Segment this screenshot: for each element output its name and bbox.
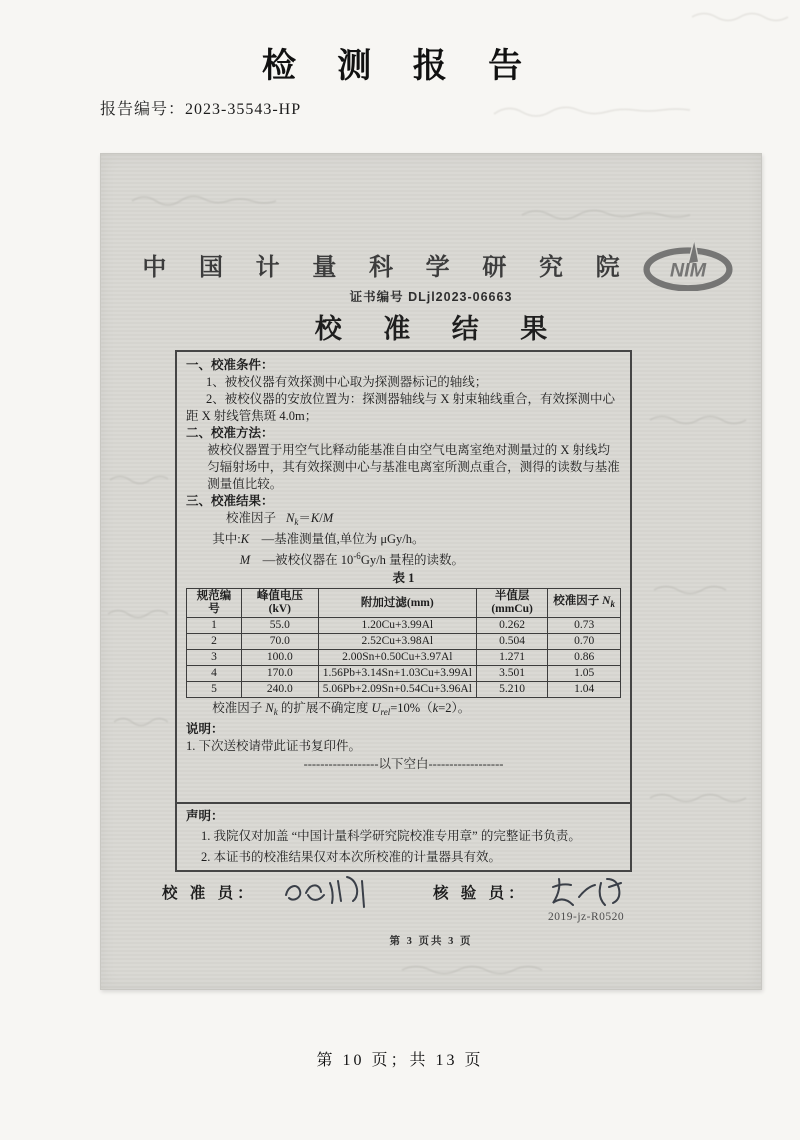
- uncertainty-line: [186, 700, 621, 721]
- report-number-label: 报告编号：: [100, 101, 186, 118]
- where-label: 其中:: [212, 532, 241, 546]
- statement-title: 声明：: [186, 809, 224, 823]
- table-row: [187, 618, 621, 634]
- cell: 3.501: [476, 666, 547, 682]
- cell: 2.00Sn+0.50Cu+3.97Al: [318, 650, 476, 666]
- cell: 5.210: [476, 682, 547, 698]
- calibrator-label: 校 准 员：: [162, 885, 257, 902]
- notes-item1: 1. 下次送校请带此证书复印件。: [186, 739, 362, 753]
- statement-item2: 2. 本证书的校准结果仅对本次所校准的计量器具有效。: [201, 850, 502, 864]
- uncertainty-U: U: [371, 701, 381, 715]
- cell: 1.20Cu+3.99Al: [318, 618, 476, 634]
- uncertainty-value: =10%（: [390, 701, 433, 715]
- col-header: 附加过滤(mm): [318, 589, 476, 618]
- formula-slash: /: [319, 511, 323, 525]
- cell: 3: [187, 650, 242, 666]
- page-title: 检 测 报 告: [261, 47, 539, 85]
- where-K: K: [240, 532, 250, 546]
- svg-text:NIM: NIM: [669, 259, 706, 282]
- cell: 0.70: [548, 634, 621, 650]
- bleed-mark: [652, 581, 748, 599]
- bleed-mark: [648, 411, 748, 429]
- cell: 0.86: [548, 650, 621, 666]
- bleed-mark: [520, 205, 710, 225]
- calibrator-signature: [278, 873, 388, 913]
- statement-section: [177, 802, 630, 870]
- section2-title: 二、校准方法：: [186, 426, 274, 440]
- cell: 55.0: [241, 618, 318, 634]
- formula-M: M: [322, 511, 334, 525]
- formula-equals: ＝: [298, 511, 311, 525]
- col-header: [548, 589, 621, 618]
- statement-item1: 1. 我院仅对加盖 “中国计量科学研究院校准专用章” 的完整证书负责。: [201, 829, 581, 843]
- cell: 170.0: [241, 666, 318, 682]
- uncertainty-label: 校准因子: [212, 701, 266, 715]
- cell: 0.262: [476, 618, 547, 634]
- col-header-N: N: [602, 595, 611, 607]
- cell: 2: [187, 634, 242, 650]
- notes-title: 说明：: [186, 722, 224, 736]
- cell: 240.0: [241, 682, 318, 698]
- formula-N-sub: k: [294, 517, 299, 527]
- formula-where-M: [186, 548, 621, 569]
- section1-item2: 2、被校仪器的安放位置为：探测器轴线与 X 射束轴线重合，有效探测中心距 X 射线管焦斑 4.0m；: [186, 392, 616, 423]
- uncertainty-k-value: =2）。: [438, 701, 471, 715]
- bleed-mark: [648, 789, 748, 807]
- col-header-text: 校准因子: [553, 595, 603, 607]
- bleed-mark: [690, 8, 790, 26]
- verifier-label: 核 验 员：: [433, 885, 528, 902]
- scanned-certificate-page: [100, 153, 762, 990]
- uncertainty-N: N: [265, 701, 274, 715]
- report-number: 2023-35543-HP: [185, 101, 302, 118]
- cell: 100.0: [241, 650, 318, 666]
- cell: 0.73: [548, 618, 621, 634]
- formula-where-K: [186, 531, 621, 548]
- cell: 1.271: [476, 650, 547, 666]
- nim-logo-icon: [643, 237, 733, 291]
- table-header-row: [187, 589, 621, 618]
- cell: 5: [187, 682, 242, 698]
- report-number-line: [100, 96, 301, 119]
- uncertainty-U-sub: rel: [380, 707, 391, 717]
- cell: 2.52Cu+3.98Al: [318, 634, 476, 650]
- calibration-result-title: 校 准 结 果: [314, 314, 565, 344]
- calibration-formula: [186, 510, 621, 531]
- col-header: 规范编号: [187, 589, 242, 618]
- signature-row: [100, 873, 762, 913]
- col-header: 半值层(mmCu): [476, 589, 547, 618]
- cell: 1.56Pb+3.14Sn+1.03Cu+3.99Al: [318, 666, 476, 682]
- section1-item1: 1、被校仪器有效探测中心取为探测器标记的轴线；: [206, 375, 488, 389]
- formula-label: 校准因子: [226, 511, 277, 525]
- outer-page-number: 第 10 页；共 13 页: [316, 1052, 484, 1069]
- col-header: 峰值电压(kV): [241, 589, 318, 618]
- cell: 1.04: [548, 682, 621, 698]
- verifier-signature: [545, 873, 645, 913]
- institute-name: 中 国 计 量 科 学 研 究 院: [142, 253, 633, 281]
- section2-body: 被校仪器置于用空气比释动能基准自由空气电离室绝对测量过的 X 射线均匀辐射场中，其有效探测中心与基准电离室所测点重合，测得的读数与基准测量值比较。: [207, 443, 620, 491]
- where-M-exponent: -6: [353, 551, 361, 561]
- where-M-desc1: —被校仪器在 10: [250, 553, 354, 567]
- where-M-desc2: Gy/h 量程的读数。: [360, 553, 464, 567]
- where-K-desc: —基准测量值,单位为 μGy/h。: [249, 532, 425, 546]
- formula-N: N: [286, 511, 295, 525]
- col-header-N-sub: k: [610, 599, 615, 609]
- form-number: 2019-jz-R0520: [548, 911, 625, 923]
- cell: 4: [187, 666, 242, 682]
- table-row: [187, 666, 621, 682]
- bleed-mark: [106, 605, 168, 623]
- content-box-main: [177, 352, 630, 802]
- scan-page-number: 第 3 页共 3 页: [389, 936, 473, 947]
- formula-K: K: [310, 511, 320, 525]
- cell: 1.05: [548, 666, 621, 682]
- cell: 5.06Pb+2.09Sn+0.54Cu+3.96Al: [318, 682, 476, 698]
- section3-title: 三、校准结果：: [186, 494, 274, 508]
- table-caption: 表 1: [392, 571, 415, 585]
- institute-header: [100, 237, 762, 291]
- certificate-number: 证书编号 DLjl2023-06663: [349, 290, 513, 304]
- table-row: [187, 682, 621, 698]
- cell: 70.0: [241, 634, 318, 650]
- table-row: [187, 634, 621, 650]
- table-row: [187, 650, 621, 666]
- uncertainty-k: k: [432, 701, 439, 715]
- bleed-mark: [490, 100, 720, 126]
- bleed-mark: [108, 471, 168, 489]
- bleed-mark: [112, 713, 168, 731]
- bleed-mark: [130, 191, 280, 211]
- bleed-mark: [400, 961, 580, 979]
- cell: 0.504: [476, 634, 547, 650]
- below-blank-marker: ------------------以下空白------------------: [303, 757, 504, 771]
- uncertainty-N-sub: k: [273, 707, 278, 717]
- cell: 1: [187, 618, 242, 634]
- content-box: [175, 350, 632, 872]
- where-M: M: [239, 553, 251, 567]
- uncertainty-text: 的扩展不确定度: [277, 701, 372, 715]
- calibration-table: [186, 588, 621, 698]
- section1-title: 一、校准条件：: [186, 358, 274, 372]
